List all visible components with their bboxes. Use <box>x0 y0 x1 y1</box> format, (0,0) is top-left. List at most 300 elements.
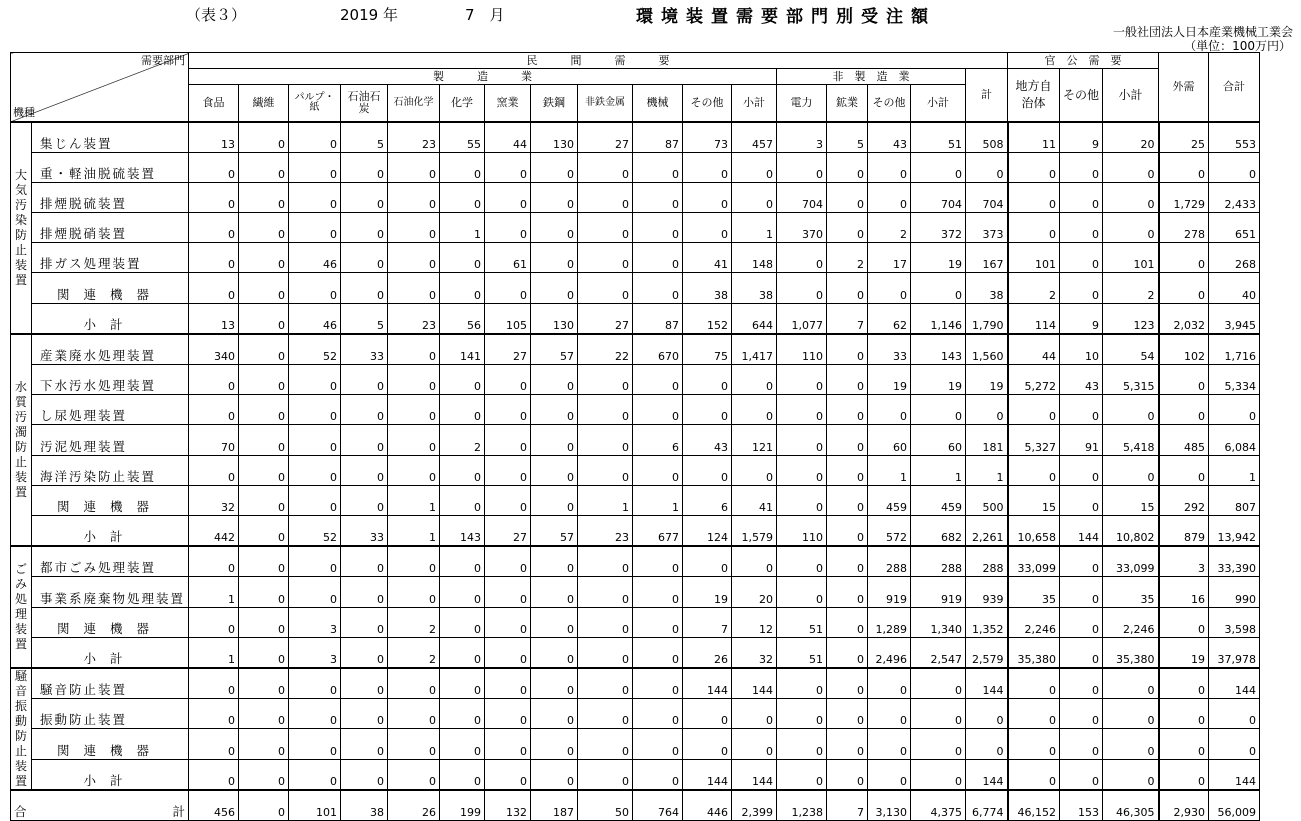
value-cell: 35,380 <box>1103 637 1159 668</box>
value-cell: 1 <box>868 455 911 485</box>
total-cell: 46,305 <box>1103 790 1159 821</box>
value-cell: 27 <box>485 334 531 365</box>
total-cell: 46,152 <box>1008 790 1060 821</box>
value-cell: 288 <box>911 546 966 577</box>
row-label: 重・軽油脱硫装置 <box>32 152 189 182</box>
value-cell: 0 <box>683 729 732 759</box>
value-cell: 1 <box>440 213 485 243</box>
value-cell: 0 <box>1209 152 1260 182</box>
value-cell: 0 <box>388 668 440 699</box>
value-cell: 670 <box>633 334 683 365</box>
value-cell: 2,433 <box>1209 182 1260 212</box>
header-electric-power: 電力 <box>777 85 827 122</box>
value-cell: 0 <box>578 546 633 577</box>
value-cell: 0 <box>1159 273 1209 303</box>
value-cell: 0 <box>633 213 683 243</box>
total-cell: 2,399 <box>732 790 777 821</box>
value-cell: 0 <box>578 182 633 212</box>
value-cell: 0 <box>531 425 578 455</box>
table-row <box>11 395 1260 425</box>
value-cell: 0 <box>1060 213 1103 243</box>
value-cell: 32 <box>189 485 239 515</box>
value-cell: 60 <box>868 425 911 455</box>
value-cell: 0 <box>485 152 531 182</box>
value-cell: 0 <box>868 699 911 729</box>
value-cell: 0 <box>1008 395 1060 425</box>
value-cell: 144 <box>1209 759 1260 790</box>
value-cell: 0 <box>911 152 966 182</box>
value-cell: 2 <box>388 607 440 637</box>
header-mfg-subtotal: 小計 <box>732 85 777 122</box>
value-cell: 143 <box>911 334 966 365</box>
value-cell: 459 <box>868 485 911 515</box>
value-cell: 0 <box>239 395 289 425</box>
table-row <box>11 485 1260 515</box>
value-cell: 3 <box>1159 546 1209 577</box>
value-cell: 0 <box>189 699 239 729</box>
value-cell: 0 <box>1103 759 1159 790</box>
value-cell: 0 <box>1103 729 1159 759</box>
value-cell: 0 <box>239 546 289 577</box>
value-cell: 278 <box>1159 213 1209 243</box>
header-corner <box>11 53 189 122</box>
value-cell: 0 <box>531 577 578 607</box>
value-cell: 572 <box>868 515 911 546</box>
value-cell: 0 <box>578 152 633 182</box>
value-cell: 0 <box>578 365 633 395</box>
row-label: 騒音防止装置 <box>32 668 189 699</box>
value-cell: 0 <box>1209 395 1260 425</box>
value-cell: 0 <box>341 759 388 790</box>
value-cell: 0 <box>189 365 239 395</box>
total-cell: 101 <box>289 790 341 821</box>
value-cell: 1 <box>732 213 777 243</box>
value-cell: 144 <box>1209 668 1260 699</box>
value-cell: 0 <box>578 607 633 637</box>
value-cell: 15 <box>1103 485 1159 515</box>
row-label: 関連機器 <box>32 729 189 759</box>
value-cell: 0 <box>1060 607 1103 637</box>
value-cell: 0 <box>911 668 966 699</box>
value-cell: 91 <box>1060 425 1103 455</box>
value-cell: 3,598 <box>1209 607 1260 637</box>
value-cell: 1,352 <box>966 607 1008 637</box>
value-cell: 0 <box>531 546 578 577</box>
value-cell: 33 <box>341 515 388 546</box>
value-cell: 0 <box>1008 729 1060 759</box>
value-cell: 0 <box>827 425 868 455</box>
value-cell: 51 <box>777 607 827 637</box>
value-cell: 0 <box>683 699 732 729</box>
value-cell: 9 <box>1060 122 1103 153</box>
value-cell: 0 <box>440 729 485 759</box>
value-cell: 0 <box>633 546 683 577</box>
value-cell: 0 <box>1060 243 1103 273</box>
value-cell: 0 <box>683 152 732 182</box>
value-cell: 879 <box>1159 515 1209 546</box>
value-cell: 23 <box>388 122 440 153</box>
value-cell: 12 <box>732 607 777 637</box>
value-cell: 0 <box>341 213 388 243</box>
value-cell: 2,547 <box>911 637 966 668</box>
value-cell: 2 <box>827 243 868 273</box>
value-cell: 0 <box>440 637 485 668</box>
row-label: 関連機器 <box>32 273 189 303</box>
value-cell: 0 <box>440 546 485 577</box>
value-cell: 51 <box>777 637 827 668</box>
value-cell: 105 <box>485 303 531 334</box>
value-cell: 919 <box>911 577 966 607</box>
value-cell: 20 <box>732 577 777 607</box>
value-cell: 0 <box>485 546 531 577</box>
value-cell: 0 <box>868 395 911 425</box>
value-cell: 25 <box>1159 122 1209 153</box>
value-cell: 0 <box>1060 395 1103 425</box>
value-cell: 0 <box>289 699 341 729</box>
value-cell: 27 <box>485 515 531 546</box>
unit-note: （単位：100万円） <box>1184 39 1291 53</box>
value-cell: 0 <box>289 395 341 425</box>
value-cell: 0 <box>633 182 683 212</box>
table-row <box>11 668 1260 699</box>
corner-demand-label: 需要部門 <box>141 54 186 67</box>
value-cell: 0 <box>388 334 440 365</box>
value-cell: 0 <box>341 273 388 303</box>
value-cell: 0 <box>531 213 578 243</box>
value-cell: 0 <box>388 729 440 759</box>
value-cell: 181 <box>966 425 1008 455</box>
value-cell: 0 <box>1060 546 1103 577</box>
value-cell: 372 <box>911 213 966 243</box>
value-cell: 57 <box>531 334 578 365</box>
header-manufacturing: 製 造 業 <box>189 69 777 85</box>
value-cell: 0 <box>911 395 966 425</box>
value-cell: 373 <box>966 213 1008 243</box>
value-cell: 0 <box>1159 365 1209 395</box>
organization-name: 一般社団法人日本産業機械工業会 <box>1112 25 1293 39</box>
row-label: し尿処理装置 <box>32 395 189 425</box>
value-cell: 807 <box>1209 485 1260 515</box>
value-cell: 5 <box>341 303 388 334</box>
value-cell: 60 <box>911 425 966 455</box>
value-cell: 704 <box>777 182 827 212</box>
value-cell: 0 <box>239 485 289 515</box>
value-cell: 0 <box>633 607 683 637</box>
value-cell: 0 <box>1008 455 1060 485</box>
value-cell: 10,658 <box>1008 515 1060 546</box>
value-cell: 0 <box>440 455 485 485</box>
value-cell: 0 <box>578 637 633 668</box>
value-cell: 0 <box>531 607 578 637</box>
grand-total-label-a: 合 <box>14 804 27 820</box>
category-water: 水質汚濁防止装置 <box>11 334 32 546</box>
value-cell: 457 <box>732 122 777 153</box>
value-cell: 1,417 <box>732 334 777 365</box>
value-cell: 651 <box>1209 213 1260 243</box>
value-cell: 2,246 <box>1103 607 1159 637</box>
value-cell: 0 <box>239 759 289 790</box>
value-cell: 0 <box>289 182 341 212</box>
value-cell: 0 <box>239 213 289 243</box>
value-cell: 87 <box>633 122 683 153</box>
header-petrochemical: 石油化学 <box>388 85 440 122</box>
value-cell: 0 <box>827 515 868 546</box>
value-cell: 0 <box>966 395 1008 425</box>
table-row <box>11 365 1260 395</box>
value-cell: 0 <box>827 365 868 395</box>
category-air: 大気汚染防止装置 <box>11 122 32 334</box>
value-cell: 0 <box>485 365 531 395</box>
value-cell: 939 <box>966 577 1008 607</box>
value-cell: 0 <box>485 273 531 303</box>
header-non-manufacturing: 非 製 造 業 <box>777 69 966 85</box>
value-cell: 0 <box>868 759 911 790</box>
value-cell: 0 <box>239 455 289 485</box>
value-cell: 0 <box>289 455 341 485</box>
row-label: 海洋汚染防止装置 <box>32 455 189 485</box>
value-cell: 2 <box>440 425 485 455</box>
value-cell: 0 <box>388 699 440 729</box>
value-cell: 0 <box>1103 152 1159 182</box>
value-cell: 0 <box>189 759 239 790</box>
value-cell: 0 <box>1008 152 1060 182</box>
value-cell: 0 <box>531 699 578 729</box>
value-cell: 0 <box>440 365 485 395</box>
value-cell: 0 <box>531 637 578 668</box>
value-cell: 46 <box>289 303 341 334</box>
total-cell: 6,774 <box>966 790 1008 821</box>
value-cell: 144 <box>966 759 1008 790</box>
value-cell: 0 <box>189 213 239 243</box>
value-cell: 70 <box>189 425 239 455</box>
value-cell: 0 <box>1060 637 1103 668</box>
value-cell: 0 <box>911 699 966 729</box>
value-cell: 0 <box>440 273 485 303</box>
value-cell: 1 <box>1209 455 1260 485</box>
value-cell: 9 <box>1060 303 1103 334</box>
value-cell: 130 <box>531 303 578 334</box>
subtotal-label: 小計 <box>32 303 189 334</box>
value-cell: 0 <box>633 729 683 759</box>
value-cell: 0 <box>388 455 440 485</box>
value-cell: 2,579 <box>966 637 1008 668</box>
value-cell: 0 <box>827 485 868 515</box>
value-cell: 3 <box>777 122 827 153</box>
value-cell: 6,084 <box>1209 425 1260 455</box>
table-row <box>11 273 1260 303</box>
value-cell: 38 <box>732 273 777 303</box>
value-cell: 22 <box>578 334 633 365</box>
table-row <box>11 637 1260 668</box>
table-row <box>11 759 1260 790</box>
value-cell: 0 <box>1103 668 1159 699</box>
value-cell: 0 <box>827 455 868 485</box>
value-cell: 26 <box>683 637 732 668</box>
value-cell: 0 <box>1060 759 1103 790</box>
value-cell: 0 <box>531 365 578 395</box>
value-cell: 19 <box>1159 637 1209 668</box>
value-cell: 0 <box>485 637 531 668</box>
value-cell: 43 <box>1060 365 1103 395</box>
value-cell: 0 <box>531 455 578 485</box>
value-cell: 152 <box>683 303 732 334</box>
header-food: 食品 <box>189 85 239 122</box>
value-cell: 3,945 <box>1209 303 1260 334</box>
total-cell: 2,930 <box>1159 790 1209 821</box>
value-cell: 20 <box>1103 122 1159 153</box>
value-cell: 0 <box>485 759 531 790</box>
value-cell: 0 <box>289 213 341 243</box>
value-cell: 0 <box>827 546 868 577</box>
value-cell: 0 <box>911 759 966 790</box>
value-cell: 3 <box>289 637 341 668</box>
value-cell: 0 <box>1159 455 1209 485</box>
value-cell: 144 <box>732 668 777 699</box>
value-cell: 73 <box>683 122 732 153</box>
value-cell: 38 <box>683 273 732 303</box>
value-cell: 54 <box>1103 334 1159 365</box>
table-row <box>11 122 1260 153</box>
value-cell: 0 <box>1209 699 1260 729</box>
row-label: 排煙脱硫装置 <box>32 182 189 212</box>
value-cell: 340 <box>189 334 239 365</box>
value-cell: 485 <box>1159 425 1209 455</box>
value-cell: 0 <box>633 637 683 668</box>
value-cell: 0 <box>777 455 827 485</box>
value-cell: 0 <box>239 303 289 334</box>
value-cell: 1,340 <box>911 607 966 637</box>
value-cell: 10 <box>1060 334 1103 365</box>
value-cell: 0 <box>732 182 777 212</box>
value-cell: 0 <box>485 729 531 759</box>
value-cell: 0 <box>289 668 341 699</box>
value-cell: 17 <box>868 243 911 273</box>
value-cell: 15 <box>1008 485 1060 515</box>
value-cell: 0 <box>531 395 578 425</box>
value-cell: 0 <box>289 485 341 515</box>
value-cell: 0 <box>827 334 868 365</box>
value-cell: 0 <box>239 577 289 607</box>
value-cell: 292 <box>1159 485 1209 515</box>
header-foreign-demand <box>1159 53 1209 122</box>
value-cell: 0 <box>777 152 827 182</box>
value-cell: 0 <box>239 122 289 153</box>
value-cell: 0 <box>189 243 239 273</box>
corner-type-label: 機種 <box>13 105 35 119</box>
value-cell: 52 <box>289 515 341 546</box>
subtotal-label: 小計 <box>32 759 189 790</box>
value-cell: 0 <box>1008 182 1060 212</box>
grand-total-row <box>11 790 1260 821</box>
header-mfg-other: その他 <box>683 85 732 122</box>
value-cell: 0 <box>633 699 683 729</box>
value-cell: 0 <box>827 273 868 303</box>
value-cell: 2,246 <box>1008 607 1060 637</box>
value-cell: 0 <box>341 395 388 425</box>
value-cell: 0 <box>777 759 827 790</box>
value-cell: 0 <box>578 455 633 485</box>
value-cell: 0 <box>777 273 827 303</box>
value-cell: 0 <box>189 395 239 425</box>
value-cell: 0 <box>1159 152 1209 182</box>
value-cell: 0 <box>440 152 485 182</box>
value-cell: 6 <box>683 485 732 515</box>
value-cell: 0 <box>683 365 732 395</box>
value-cell: 0 <box>911 729 966 759</box>
value-cell: 1 <box>966 455 1008 485</box>
value-cell: 2,496 <box>868 637 911 668</box>
table-row <box>11 303 1260 334</box>
value-cell: 6 <box>633 425 683 455</box>
table-row <box>11 515 1260 546</box>
value-cell: 990 <box>1209 577 1260 607</box>
value-cell: 0 <box>966 152 1008 182</box>
value-cell: 0 <box>239 365 289 395</box>
table-row <box>11 243 1260 273</box>
value-cell: 0 <box>868 182 911 212</box>
value-cell: 16 <box>1159 577 1209 607</box>
total-cell: 7 <box>827 790 868 821</box>
value-cell: 677 <box>633 515 683 546</box>
row-label: 下水汚水処理装置 <box>32 365 189 395</box>
value-cell: 0 <box>633 395 683 425</box>
value-cell: 508 <box>966 122 1008 153</box>
value-cell: 44 <box>485 122 531 153</box>
value-cell: 43 <box>868 122 911 153</box>
value-cell: 0 <box>388 182 440 212</box>
value-cell: 0 <box>289 122 341 153</box>
value-cell: 0 <box>966 699 1008 729</box>
value-cell: 919 <box>868 577 911 607</box>
value-cell: 1 <box>189 577 239 607</box>
value-cell: 0 <box>440 699 485 729</box>
total-cell: 187 <box>531 790 578 821</box>
value-cell: 0 <box>485 607 531 637</box>
value-cell: 0 <box>1103 182 1159 212</box>
grand-total-label-b: 計 <box>172 804 186 820</box>
value-cell: 0 <box>777 365 827 395</box>
value-cell: 1 <box>578 485 633 515</box>
total-cell: 153 <box>1060 790 1103 821</box>
value-cell: 33,390 <box>1209 546 1260 577</box>
value-cell: 0 <box>189 273 239 303</box>
value-cell: 35 <box>1008 577 1060 607</box>
value-cell: 0 <box>239 515 289 546</box>
value-cell: 35,380 <box>1008 637 1060 668</box>
table-row <box>11 152 1260 182</box>
header-nonmfg-subtotal: 小計 <box>911 85 966 122</box>
value-cell: 288 <box>966 546 1008 577</box>
value-cell: 0 <box>1060 182 1103 212</box>
value-cell: 123 <box>1103 303 1159 334</box>
total-cell: 199 <box>440 790 485 821</box>
value-cell: 0 <box>578 729 633 759</box>
value-cell: 52 <box>289 334 341 365</box>
value-cell: 0 <box>777 425 827 455</box>
value-cell: 32 <box>732 637 777 668</box>
value-cell: 0 <box>578 577 633 607</box>
value-cell: 0 <box>531 243 578 273</box>
value-cell: 0 <box>827 607 868 637</box>
header-private-total: 計 <box>966 69 1008 122</box>
value-cell: 268 <box>1209 243 1260 273</box>
value-cell: 0 <box>578 243 633 273</box>
value-cell: 0 <box>777 699 827 729</box>
value-cell: 46 <box>289 243 341 273</box>
value-cell: 0 <box>732 365 777 395</box>
value-cell: 110 <box>777 334 827 365</box>
value-cell: 0 <box>289 273 341 303</box>
